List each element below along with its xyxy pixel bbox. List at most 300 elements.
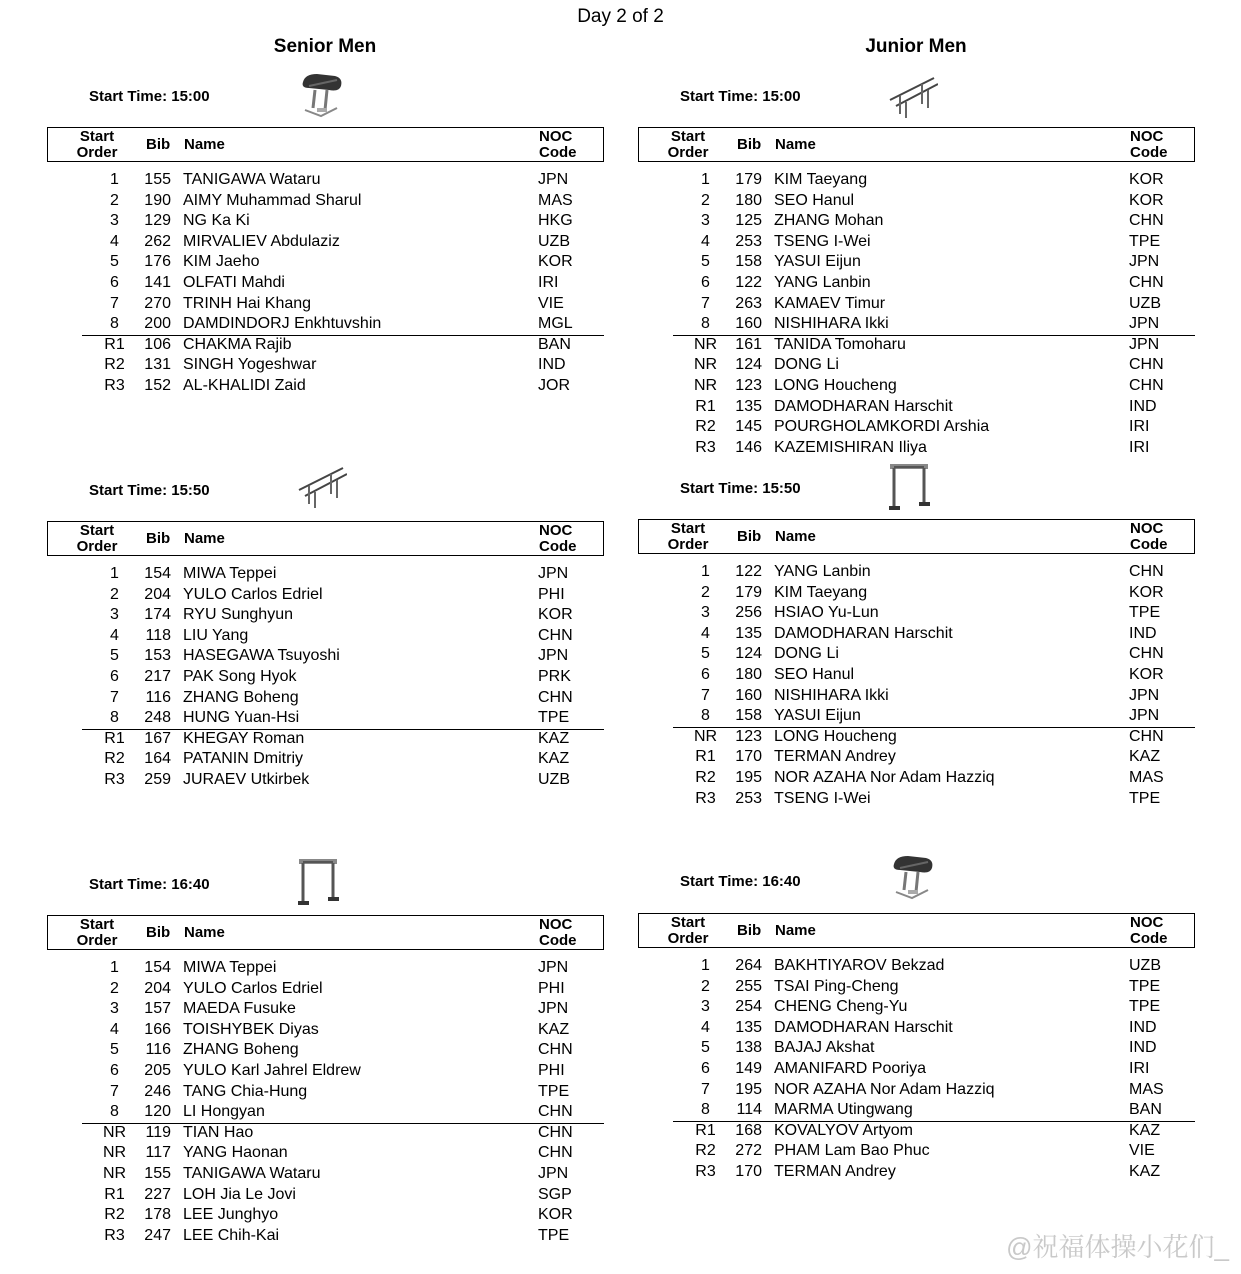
start-order: 5 [110,1041,119,1059]
athlete-name: YANG Haonan [183,1144,288,1162]
horizontal-bar-icon [295,855,341,914]
table-row [638,1038,1195,1059]
athlete-name: YANG Lanbin [774,563,871,580]
start-order: 1 [110,171,119,188]
name-header: Name [184,924,225,941]
start-order: 8 [110,1103,119,1121]
noc-code: CHN [1129,356,1164,374]
bib-number: 106 [144,335,171,353]
start-order: R2 [104,750,125,768]
athlete-name: MARMA Utingwang [774,1101,913,1119]
start-order: NR [693,335,718,353]
table-row [638,644,1195,665]
table-row [638,583,1195,604]
bib-number: 154 [144,959,171,976]
table-row [638,768,1195,789]
noc-code: IND [1129,624,1157,642]
athlete-name: YASUI Eijun [774,253,861,271]
bib-number: 155 [144,1164,171,1182]
start-order: 3 [110,1000,119,1018]
start-order: 6 [110,273,119,291]
bib-number: 123 [735,376,762,394]
junior-table-header-2 [638,519,1195,554]
junior-title: Junior Men [865,36,967,57]
bib-number: 125 [735,212,762,230]
table-row [638,977,1195,998]
bib-number: 167 [144,729,171,747]
start-order: R2 [695,418,716,436]
senior-table-header-3 [47,915,604,950]
start-order: 6 [110,1061,119,1079]
start-order-header-line1: Start [670,128,706,145]
athlete-name: LEE Junghyo [183,1206,279,1224]
bib-number: 145 [735,418,762,436]
noc-code: CHN [538,1144,573,1162]
table-row [638,1018,1195,1039]
table-row [638,624,1195,645]
noc-code-header-line1: NOC [539,128,573,145]
noc-code: UZB [1129,294,1161,312]
start-order: 3 [701,212,710,230]
table-row [47,1143,604,1164]
athlete-name: TSAI Ping-Cheng [774,977,899,995]
start-order: NR [693,356,718,374]
start-order: NR [693,376,718,394]
athlete-name: KAZEMISHIRAN Iliya [774,438,927,456]
table-row [47,1102,604,1123]
table-row [638,747,1195,768]
table-row [638,273,1195,294]
table-row [638,335,1195,356]
noc-code-header-line1: NOC [539,916,573,933]
noc-code: PHI [538,585,565,603]
name-header: Name [184,530,225,547]
athlete-name: MAEDA Fusuke [183,1000,296,1018]
table-row [638,191,1195,212]
start-order-header-line1: Start [670,520,706,537]
table-row [47,979,604,1000]
noc-code-header-line1: NOC [539,522,573,539]
noc-code: KOR [538,606,573,624]
table-row [47,605,604,626]
bib-number: 135 [735,397,762,415]
bib-number: 154 [144,565,171,582]
noc-code: JPN [1129,686,1160,704]
table-row [638,1100,1195,1121]
senior-table-header-2 [47,521,604,556]
noc-code: IRI [538,273,559,291]
noc-code: CHN [1129,376,1164,394]
noc-code: JPN [1129,315,1160,333]
bib-number: 114 [736,1101,762,1119]
table-row [47,170,604,191]
senior-rows-3 [47,958,604,1246]
bib-number: 158 [735,707,762,725]
table-row [47,294,604,315]
bib-number: 158 [735,253,762,271]
table-row [47,958,604,979]
athlete-name: YULO Carlos Edriel [183,979,323,997]
start-order: 4 [701,624,710,642]
athlete-name: DAMODHARAN Harschit [774,397,953,415]
bib-number: 253 [735,789,762,807]
start-order: NR [102,1123,127,1141]
noc-code-header [1130,915,1168,947]
table-row [47,667,604,688]
table-row [47,1164,604,1185]
junior-rows-1 [638,170,1195,458]
bib-number: 272 [735,1142,762,1160]
bib-number: 180 [735,665,762,683]
table-row [638,1141,1195,1162]
senior-rows-2 [47,564,604,791]
bib-number: 124 [735,356,762,374]
start-order: 4 [110,232,119,250]
bib-number: 166 [144,1020,171,1038]
table-row [638,706,1195,727]
start-order: 2 [110,585,119,603]
noc-code: CHN [1129,645,1164,663]
table-row [638,252,1195,273]
table-row [47,1020,604,1041]
athlete-name: YULO Carlos Edriel [183,585,323,603]
bib-number: 217 [144,667,171,685]
noc-code-header-line2: Code [539,932,577,949]
athlete-name: KOVALYOV Artyom [774,1121,914,1139]
name-header: Name [775,922,816,939]
start-order: R1 [104,729,125,747]
noc-code: CHN [538,1103,573,1121]
athlete-name: LONG Houcheng [774,727,897,745]
table-row [638,1121,1195,1142]
noc-code: CHN [1129,212,1164,230]
athlete-name: TERMAN Andrey [774,748,896,766]
noc-code: TPE [1129,998,1161,1016]
noc-code: KOR [1129,171,1164,188]
bib-number: 264 [735,957,762,974]
name-header: Name [775,528,816,545]
noc-code: JPN [1129,707,1160,725]
noc-code-header-line1: NOC [1130,128,1164,145]
athlete-name: TSENG I-Wei [774,232,871,250]
table-row [47,1123,604,1144]
noc-code: CHN [538,1041,573,1059]
start-order: R2 [104,356,125,374]
start-order: NR [102,1144,127,1162]
athlete-name: POURGHOLAMKORDI Arshia [774,418,990,436]
bib-number: 152 [144,376,171,394]
noc-code: PHI [538,979,565,997]
start-order-header [74,523,120,555]
bib-header: Bib [146,136,171,153]
noc-code: TPE [538,1226,570,1244]
start-order-header-line1: Start [79,128,115,145]
athlete-name: PATANIN Dmitriy [183,750,303,768]
noc-code: BAN [538,335,571,353]
athlete-name: CHENG Cheng-Yu [774,998,908,1016]
table-row [47,626,604,647]
bib-number: 117 [145,1144,171,1162]
senior-title: Senior Men [273,36,377,57]
table-row [47,376,604,397]
bib-number: 179 [735,583,762,601]
athlete-name: KIM Taeyang [774,583,868,601]
start-order: 7 [701,1080,710,1098]
table-row [47,585,604,606]
athlete-name: SEO Hanul [774,191,855,209]
bib-number: 248 [144,709,171,727]
noc-code-header-line2: Code [539,538,577,555]
table-row [638,956,1195,977]
athlete-name: MIWA Teppei [183,959,277,976]
noc-code: KOR [538,1206,573,1224]
bib-number: 195 [735,768,762,786]
athlete-name: RYU Sunghyun [183,606,293,624]
athlete-name: LI Hongyan [183,1103,265,1121]
table-row [47,1185,604,1206]
bib-number: 259 [144,770,171,788]
junior-start-time-3: Start Time: 16:40 [680,873,801,890]
table-row [47,749,604,770]
bib-number: 180 [735,191,762,209]
table-row [47,252,604,273]
horizontal-bar-icon [886,460,932,519]
start-order: R2 [104,1206,125,1224]
noc-code: CHN [1129,727,1164,745]
noc-code: CHN [1129,273,1164,291]
table-row [638,665,1195,686]
start-order: R3 [104,770,125,788]
noc-code: KOR [1129,191,1164,209]
start-order: 3 [110,212,119,230]
table-row [638,417,1195,438]
noc-code: MAS [1129,1080,1164,1098]
athlete-name: SINGH Yogeshwar [183,356,317,374]
bib-number: 195 [735,1080,762,1098]
bib-number: 124 [735,645,762,663]
noc-code: IRI [1129,438,1150,456]
pommel-horse-icon [886,852,938,907]
bib-number: 149 [735,1059,762,1077]
start-order: 5 [701,1039,710,1057]
bib-number: 178 [144,1206,171,1224]
bib-number: 204 [144,979,171,997]
start-order: R3 [104,1226,125,1244]
senior-start-time-1: Start Time: 15:00 [89,88,210,105]
noc-code: KAZ [1129,1121,1161,1139]
bib-number: 263 [735,294,762,312]
athlete-name: DAMODHARAN Harschit [774,624,953,642]
noc-code: JPN [538,1164,569,1182]
table-row [47,688,604,709]
athlete-name: BAKHTIYAROV Bekzad [774,957,945,974]
table-row [638,314,1195,335]
bib-number: 160 [735,315,762,333]
start-order-header [74,129,120,161]
start-order: 8 [110,315,119,333]
bib-number: 155 [144,171,171,188]
noc-code: KAZ [538,729,570,747]
bib-number: 170 [735,748,762,766]
name-header: Name [184,136,225,153]
start-order: 3 [701,998,710,1016]
bib-number: 254 [735,998,762,1016]
table-row [638,1162,1195,1183]
noc-code-header [539,917,577,949]
day-label: Day 2 of 2 [577,6,664,27]
noc-code: JPN [538,171,569,188]
table-row [47,1082,604,1103]
noc-code: SGP [538,1185,572,1203]
bib-number: 135 [735,624,762,642]
noc-code: MAS [538,191,573,209]
start-order: 1 [701,171,710,188]
bib-number: 174 [144,606,171,624]
noc-code: UZB [538,770,570,788]
athlete-name: PAK Song Hyok [183,667,297,685]
senior-start-time-3: Start Time: 16:40 [89,876,210,893]
bib-number: 119 [145,1123,171,1141]
bib-number: 131 [144,356,171,374]
junior-start-time-1: Start Time: 15:00 [680,88,801,105]
bib-number: 118 [145,626,171,644]
noc-code: CHN [538,626,573,644]
start-order: 7 [701,686,710,704]
noc-code-header-line2: Code [1130,930,1168,947]
athlete-name: AMANIFARD Pooriya [774,1059,927,1077]
bib-header: Bib [146,530,171,547]
start-order: 3 [701,604,710,622]
athlete-name: TOISHYBEK Diyas [183,1020,319,1038]
start-order-header [665,129,711,161]
table-row [638,170,1195,191]
start-order: 2 [701,977,710,995]
athlete-name: TRINH Hai Khang [183,294,312,312]
athlete-name: NISHIHARA Ikki [774,686,889,704]
start-order: R1 [695,1121,716,1139]
noc-code-header [1130,129,1168,161]
table-row [638,1080,1195,1101]
noc-code: JOR [538,376,570,394]
start-order: 4 [701,232,710,250]
athlete-name: KIM Taeyang [774,171,868,188]
table-row [47,273,604,294]
bib-number: 168 [735,1121,762,1139]
start-order: 1 [701,957,710,974]
table-row [638,789,1195,810]
table-row [638,438,1195,459]
start-order: R1 [104,335,125,353]
athlete-name: LOH Jia Le Jovi [183,1185,296,1203]
athlete-name: LEE Chih-Kai [183,1226,280,1244]
start-order: 4 [110,626,119,644]
start-order: 8 [701,315,710,333]
athlete-name: YANG Lanbin [774,273,871,291]
table-row [638,562,1195,583]
noc-code: CHN [1129,563,1164,580]
bib-number: 190 [144,191,171,209]
table-row [638,686,1195,707]
noc-code: BAN [1129,1101,1162,1119]
table-row [47,211,604,232]
senior-rows-1 [47,170,604,397]
athlete-name: KIM Jaeho [183,253,260,271]
start-order-header [665,521,711,553]
noc-code: KAZ [538,750,570,768]
parallel-bars-icon [295,460,347,515]
noc-code: JPN [538,565,569,582]
athlete-name: HASEGAWA Tsuyoshi [183,647,340,665]
table-row [47,708,604,729]
bib-number: 204 [144,585,171,603]
athlete-name: TSENG I-Wei [774,789,871,807]
table-row [47,191,604,212]
start-order-header-line2: Order [667,930,709,947]
start-order: 2 [110,979,119,997]
noc-code: KAZ [538,1020,570,1038]
parallel-bars-icon [886,70,938,125]
bib-number: 122 [735,273,762,291]
athlete-name: DAMODHARAN Harschit [774,1018,953,1036]
start-order: NR [102,1164,127,1182]
athlete-name: YASUI Eijun [774,707,861,725]
start-order: 8 [701,707,710,725]
athlete-name: LIU Yang [183,626,249,644]
table-row [638,727,1195,748]
noc-code: IND [1129,1018,1157,1036]
bib-number: 253 [735,232,762,250]
bib-header: Bib [737,528,762,545]
noc-code: TPE [1129,604,1161,622]
athlete-name: BAJAJ Akshat [774,1039,875,1057]
noc-code: TPE [1129,232,1161,250]
bib-number: 123 [735,727,762,745]
noc-code: JPN [1129,253,1160,271]
start-order: 6 [701,1059,710,1077]
bib-number: 179 [735,171,762,188]
start-order: 1 [701,563,710,580]
start-order: 4 [701,1018,710,1036]
start-order: 1 [110,959,119,976]
noc-code-header [539,129,577,161]
start-order: R3 [695,1162,716,1180]
bib-number: 116 [145,1041,171,1059]
junior-table-header-3 [638,913,1195,948]
bib-number: 262 [144,232,171,250]
athlete-name: KAMAEV Timur [774,294,886,312]
athlete-name: JURAEV Utkirbek [183,770,310,788]
junior-rows-2 [638,562,1195,809]
table-row [47,999,604,1020]
noc-code: CHN [538,688,573,706]
table-row [47,1205,604,1226]
start-order-header [74,917,120,949]
athlete-name: AIMY Muhammad Sharul [183,191,362,209]
athlete-name: NOR AZAHA Nor Adam Hazziq [774,768,995,786]
start-order: 6 [701,665,710,683]
athlete-name: HSIAO Yu-Lun [774,604,879,622]
start-order: 2 [701,583,710,601]
noc-code: KOR [1129,583,1164,601]
start-order: R3 [695,789,716,807]
junior-table-header-1 [638,127,1195,162]
athlete-name: ZHANG Boheng [183,1041,299,1059]
start-order: 8 [701,1101,710,1119]
start-order-header-line2: Order [76,538,118,555]
athlete-name: OLFATI Mahdi [183,273,285,291]
bib-number: 153 [144,647,171,665]
noc-code: IRI [1129,418,1150,436]
